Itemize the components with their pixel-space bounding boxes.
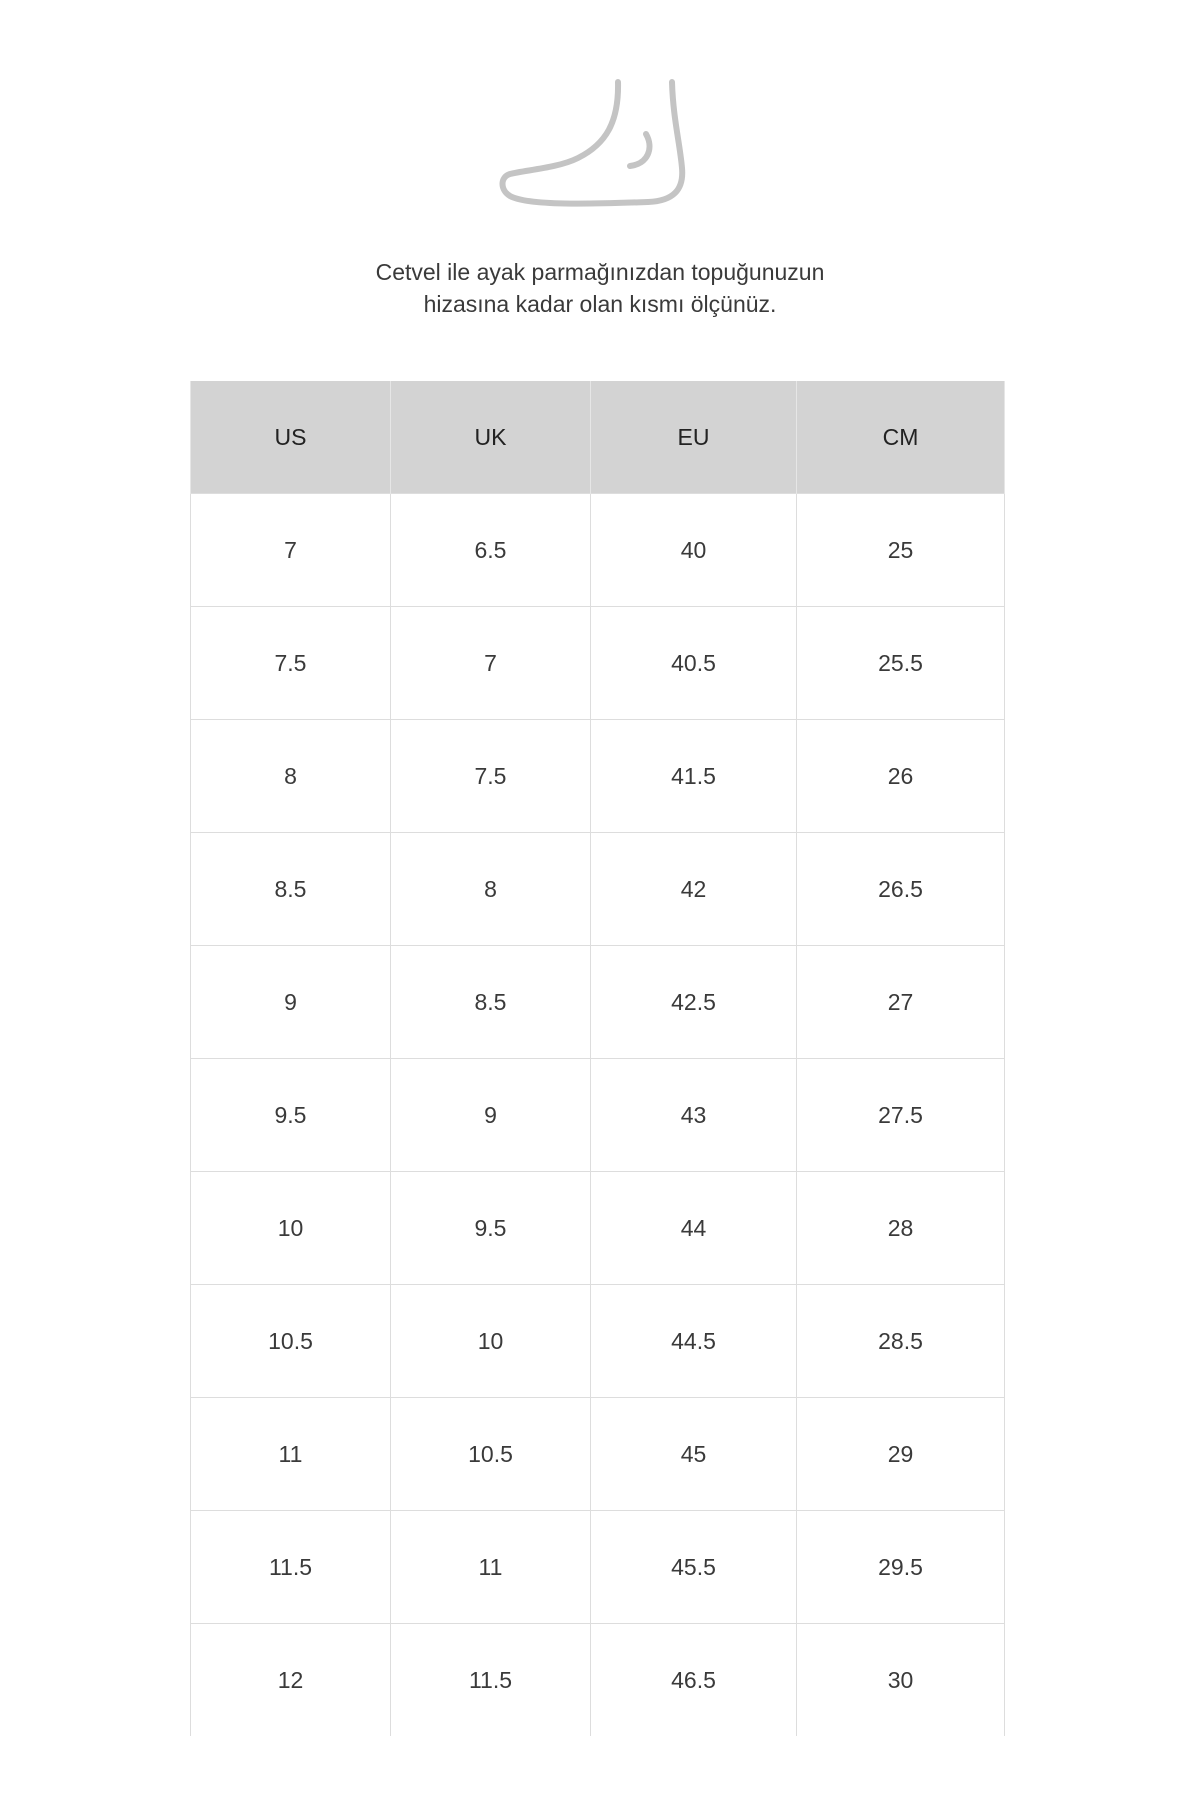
cell-eu: 41.5 [591,720,797,833]
cell-cm: 26 [797,720,1005,833]
instruction-line-1: Cetvel ile ayak parmağınızdan topuğunuzun [375,259,825,285]
cell-us: 9.5 [191,1059,391,1172]
cell-eu: 44 [591,1172,797,1285]
cell-cm: 29.5 [797,1511,1005,1624]
cell-us: 12 [191,1624,391,1737]
cell-us: 10 [191,1172,391,1285]
table-row [191,720,1005,833]
cell-us: 8.5 [191,833,391,946]
table-row [191,833,1005,946]
table-row [191,946,1005,1059]
cell-cm: 30 [797,1624,1005,1737]
cell-cm: 26.5 [797,833,1005,946]
table-row [191,1511,1005,1624]
header-cm: CM [797,381,1005,494]
header-uk: UK [391,381,591,494]
cell-eu: 42.5 [591,946,797,1059]
cell-eu: 40 [591,494,797,607]
instruction-line-2: hizasına kadar olan kısmı ölçünüz. [423,291,777,317]
cell-uk: 10 [391,1285,591,1398]
table-row [191,1285,1005,1398]
cell-us: 11 [191,1398,391,1511]
cell-uk: 10.5 [391,1398,591,1511]
table-row [191,1624,1005,1737]
cell-eu: 44.5 [591,1285,797,1398]
cell-us: 10.5 [191,1285,391,1398]
size-chart-table [190,381,1005,1736]
cell-eu: 45.5 [591,1511,797,1624]
cell-eu: 45 [591,1398,797,1511]
measure-instruction [250,256,950,320]
cell-cm: 25 [797,494,1005,607]
cell-cm: 25.5 [797,607,1005,720]
cell-cm: 27.5 [797,1059,1005,1172]
foot-icon [498,78,688,212]
table-row [191,1398,1005,1511]
cell-uk: 11 [391,1511,591,1624]
cell-uk: 11.5 [391,1624,591,1737]
cell-cm: 27 [797,946,1005,1059]
cell-us: 11.5 [191,1511,391,1624]
cell-uk: 8 [391,833,591,946]
cell-us: 7.5 [191,607,391,720]
cell-eu: 43 [591,1059,797,1172]
cell-cm: 28.5 [797,1285,1005,1398]
header-us: US [191,381,391,494]
cell-eu: 42 [591,833,797,946]
table-row [191,494,1005,607]
cell-us: 9 [191,946,391,1059]
cell-cm: 29 [797,1398,1005,1511]
cell-uk: 9 [391,1059,591,1172]
cell-uk: 7 [391,607,591,720]
cell-us: 8 [191,720,391,833]
table-row [191,607,1005,720]
table-row [191,1059,1005,1172]
table-header-row [191,381,1005,494]
cell-eu: 46.5 [591,1624,797,1737]
cell-uk: 8.5 [391,946,591,1059]
cell-cm: 28 [797,1172,1005,1285]
header-eu: EU [591,381,797,494]
table-row [191,1172,1005,1285]
cell-uk: 7.5 [391,720,591,833]
cell-us: 7 [191,494,391,607]
cell-eu: 40.5 [591,607,797,720]
cell-uk: 6.5 [391,494,591,607]
cell-uk: 9.5 [391,1172,591,1285]
